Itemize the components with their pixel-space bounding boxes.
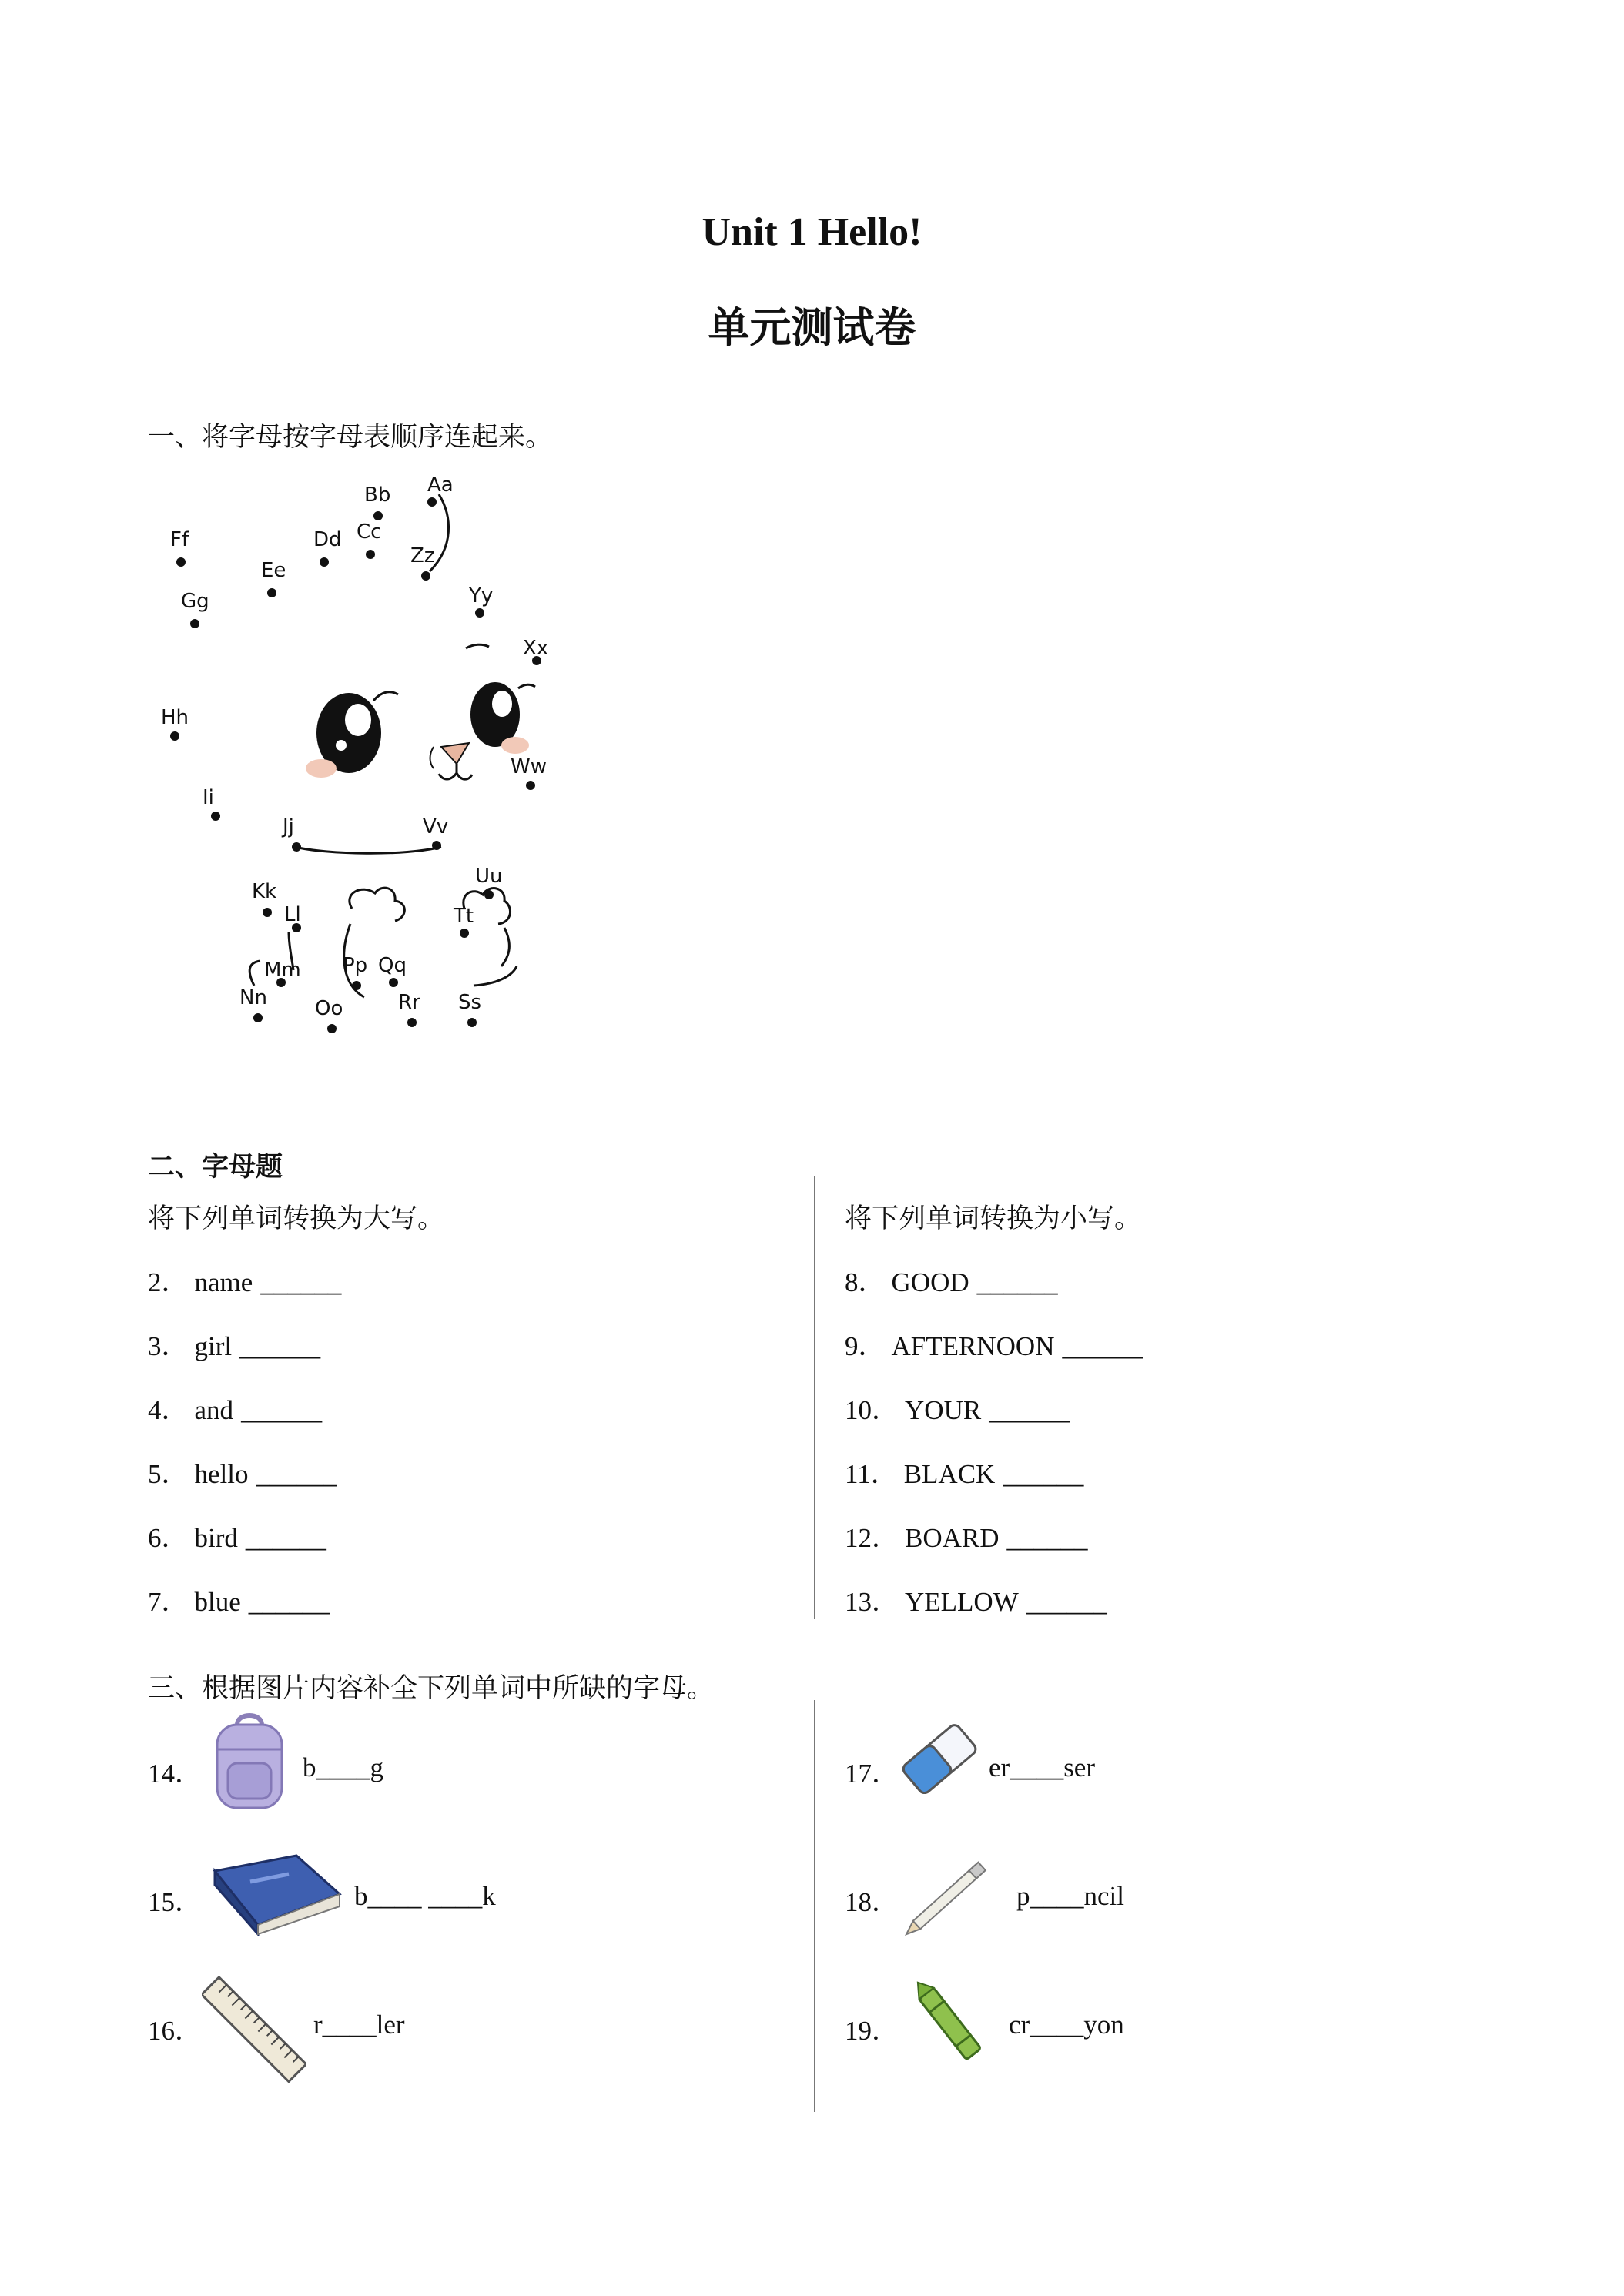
- question-15-number: 15．: [148, 1887, 203, 1917]
- letter-label-jj: Jj: [283, 815, 294, 838]
- dot-ww[interactable]: [526, 781, 535, 790]
- question-number: 8．: [845, 1267, 886, 1297]
- dot-yy[interactable]: [475, 608, 484, 618]
- dot-ss[interactable]: [467, 1018, 477, 1027]
- letter-label-ll: Ll: [284, 903, 301, 926]
- dot-nn[interactable]: [253, 1013, 263, 1022]
- dot-vv[interactable]: [432, 841, 441, 850]
- question-row: [845, 1581, 1107, 1619]
- letter-label-gg: Gg: [181, 590, 209, 613]
- letter-label-kk: Kk: [252, 880, 277, 903]
- letter-label-ee: Ee: [261, 559, 286, 582]
- question-row: [148, 1453, 337, 1491]
- letter-label-mm: Mm: [264, 959, 301, 982]
- section3-heading: 三、根据图片内容补全下列单词中所缺的字母。: [148, 1673, 715, 1703]
- lowercase-instruction: 将下列单词转换为小写。: [845, 1203, 1142, 1233]
- page-subtitle: 单元测试卷: [708, 305, 916, 351]
- question-row: [845, 1325, 1143, 1364]
- question-word: GOOD: [891, 1267, 969, 1297]
- question-row: [148, 1581, 330, 1619]
- letter-label-yy: Yy: [469, 584, 494, 607]
- letter-label-pp: Pp: [343, 954, 368, 977]
- answer-blank[interactable]: ______: [248, 1587, 330, 1617]
- dot-ee[interactable]: [267, 588, 276, 597]
- question-16-word: r____ler: [313, 2010, 405, 2040]
- letter-label-ii: Ii: [203, 786, 214, 809]
- ruler-icon: [202, 1975, 306, 2083]
- answer-blank[interactable]: ______: [260, 1267, 342, 1297]
- answer-blank[interactable]: ______: [1062, 1331, 1143, 1361]
- question-row: [845, 1261, 1058, 1300]
- answer-blank[interactable]: ______: [1026, 1587, 1107, 1617]
- answer-blank[interactable]: ______: [256, 1459, 337, 1489]
- dot-kk[interactable]: [263, 908, 272, 917]
- answer-blank[interactable]: ______: [1003, 1459, 1084, 1489]
- question-row: [148, 1261, 341, 1300]
- question-word: bird: [194, 1523, 238, 1553]
- question-word: name: [194, 1267, 253, 1297]
- dot-hh[interactable]: [170, 731, 179, 741]
- question-number: 11．: [845, 1459, 898, 1489]
- column-divider: [814, 1176, 815, 1619]
- letter-label-rr: Rr: [398, 991, 420, 1014]
- dot-tt[interactable]: [460, 929, 469, 938]
- uppercase-instruction: 将下列单词转换为大写。: [148, 1203, 445, 1233]
- letter-label-aa: Aa: [427, 474, 454, 497]
- question-18-number: 18．: [845, 1887, 899, 1917]
- letter-label-xx: Xx: [523, 637, 549, 660]
- dot-rr[interactable]: [407, 1018, 417, 1027]
- dot-bb[interactable]: [373, 511, 383, 520]
- letter-label-ww: Ww: [511, 755, 547, 778]
- letter-label-uu: Uu: [475, 865, 503, 888]
- question-word: BOARD: [905, 1523, 1000, 1553]
- dot-qq[interactable]: [389, 978, 398, 987]
- question-row: [148, 1325, 320, 1364]
- nose: [441, 743, 469, 764]
- question-15-word: b____ ____k: [354, 1881, 496, 1911]
- question-number: 4．: [148, 1395, 189, 1425]
- dot-ff[interactable]: [176, 557, 186, 567]
- question-14-number: 14．: [148, 1759, 203, 1789]
- question-19-word: cr____yon: [1009, 2010, 1124, 2040]
- question-18-word: p____ncil: [1016, 1881, 1124, 1911]
- question-row: [845, 1453, 1083, 1491]
- pencil-icon: [897, 1844, 1005, 1944]
- letter-label-tt: Tt: [454, 905, 474, 928]
- question-number: 12．: [845, 1523, 899, 1553]
- section2-heading: 二、字母题: [148, 1152, 283, 1182]
- question-word: AFTERNOON: [891, 1331, 1055, 1361]
- question-word: and: [194, 1395, 234, 1425]
- question-number: 2．: [148, 1267, 189, 1297]
- question-number: 9．: [845, 1331, 886, 1361]
- question-number: 13．: [845, 1587, 899, 1617]
- book-icon: [204, 1848, 347, 1936]
- letter-label-zz: Zz: [410, 544, 435, 567]
- answer-blank[interactable]: ______: [241, 1395, 323, 1425]
- question-number: 5．: [148, 1459, 189, 1489]
- question-word: YOUR: [905, 1395, 982, 1425]
- dot-cc[interactable]: [366, 550, 375, 559]
- question-word: BLACK: [903, 1459, 996, 1489]
- answer-blank[interactable]: ______: [976, 1267, 1058, 1297]
- crayon-icon: [897, 1971, 1005, 2079]
- question-17-number: 17．: [845, 1759, 899, 1789]
- letter-label-cc: Cc: [357, 520, 382, 544]
- question-row: [148, 1517, 326, 1555]
- question-word: YELLOW: [905, 1587, 1019, 1617]
- question-number: 6．: [148, 1523, 189, 1553]
- letter-label-nn: Nn: [239, 986, 267, 1009]
- letter-label-ss: Ss: [458, 991, 482, 1014]
- letter-label-oo: Oo: [315, 997, 343, 1020]
- dot-zz[interactable]: [421, 571, 430, 581]
- question-row: [845, 1517, 1088, 1555]
- question-number: 7．: [148, 1587, 189, 1617]
- question-16-number: 16．: [148, 2016, 203, 2046]
- letter-label-bb: Bb: [364, 484, 391, 507]
- dot-gg[interactable]: [190, 619, 199, 628]
- dot-dd[interactable]: [320, 557, 329, 567]
- page-title: Unit 1 Hello!: [702, 210, 922, 254]
- letter-label-hh: Hh: [161, 706, 189, 729]
- dot-pp[interactable]: [352, 981, 361, 990]
- answer-blank[interactable]: ______: [239, 1331, 321, 1361]
- question-number: 10．: [845, 1395, 899, 1425]
- question-17-word: er____ser: [989, 1752, 1096, 1782]
- eraser-icon: [897, 1714, 982, 1806]
- dot-ii[interactable]: [211, 812, 220, 821]
- question-row: [845, 1389, 1070, 1427]
- answer-blank[interactable]: ______: [1006, 1523, 1088, 1553]
- dot-jj[interactable]: [292, 842, 301, 852]
- letter-label-ff: Ff: [170, 528, 189, 551]
- section1-heading: 一、将字母按字母表顺序连起来。: [148, 422, 553, 452]
- answer-blank[interactable]: ______: [989, 1395, 1070, 1425]
- dot-uu[interactable]: [484, 890, 494, 899]
- dot-aa[interactable]: [427, 497, 437, 507]
- dot-oo[interactable]: [327, 1024, 337, 1033]
- dot-to-dot-puzzle: [150, 462, 581, 1101]
- question-word: girl: [194, 1331, 233, 1361]
- question-word: blue: [194, 1587, 241, 1617]
- answer-blank[interactable]: ______: [245, 1523, 326, 1553]
- question-word: hello: [194, 1459, 249, 1489]
- letter-label-vv: Vv: [423, 815, 449, 838]
- letter-label-qq: Qq: [378, 954, 407, 977]
- letter-label-dd: Dd: [313, 528, 342, 551]
- column-divider-2: [814, 1700, 815, 2112]
- question-19-number: 19．: [845, 2016, 899, 2046]
- question-14-word: b____g: [303, 1752, 383, 1782]
- bag-icon: [206, 1711, 293, 1811]
- question-number: 3．: [148, 1331, 189, 1361]
- question-row: [148, 1389, 322, 1427]
